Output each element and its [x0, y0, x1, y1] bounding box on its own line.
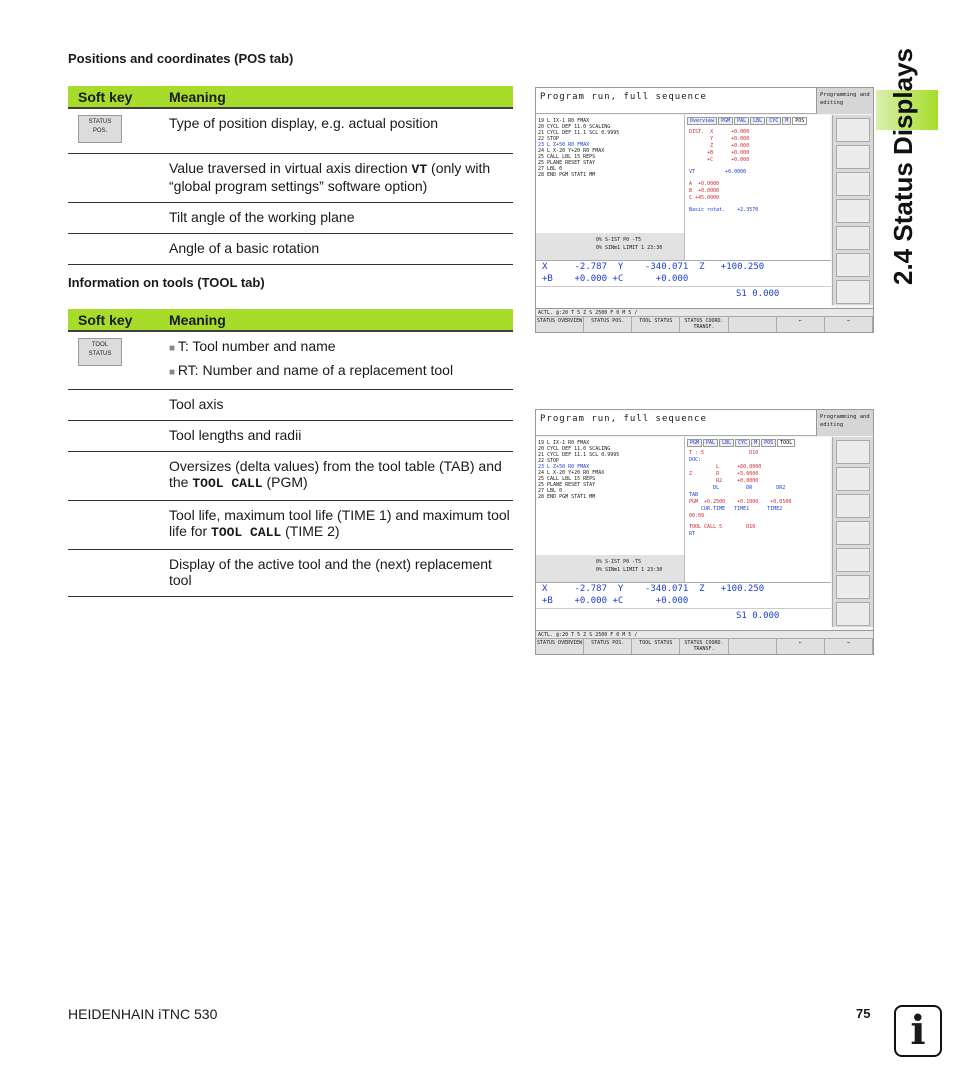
info-icon: i [894, 1005, 942, 1057]
meaning-cell: Angle of a basic rotation [169, 234, 513, 265]
tool-softkey-table [68, 309, 513, 597]
column-header-softkey: Soft key [68, 309, 169, 331]
tab-pos[interactable]: POS [761, 439, 776, 447]
softkey-tool-status[interactable]: TOOL STATUS [632, 638, 680, 655]
tab-lbl[interactable]: LBL [750, 117, 765, 125]
section-title-pos: Positions and coordinates (POS tab) [68, 51, 294, 66]
meaning-cell: Tilt angle of the working plane [169, 203, 513, 234]
tab-lbl[interactable]: LBL [719, 439, 734, 447]
softkey-prev-icon[interactable]: ⇐ [777, 638, 825, 655]
status-panel: Overview PGM PAL LBL CYC M POS DIST. X +0.000 Y +0.000 Z +0.000 +B +0.000 +C +0.000 VT +0.0000 A +0.0000 B +0.0000 C +45.0000 Basic rotat. +2.3570 [684, 115, 830, 260]
side-key[interactable] [836, 575, 870, 599]
spindle-status: 0% S-IST P0 -T5 0% SINm1 LIMIT 1 23:30 [536, 233, 684, 260]
chapter-title: 2.4 Status Displays [888, 48, 918, 285]
tab-m[interactable]: M [782, 117, 791, 125]
tab-pgm[interactable]: PGM [718, 117, 733, 125]
list-item: ■ T: Tool number and name [169, 338, 513, 357]
status-panel: PGM PAL LBL CYC M POS TOOL T : 5 D10 DOC: L +60.0000 Z R +5.0000 R2 +0.0000 DL DR DR2 TAB PGM +0.2500 +0.1000 +0.0500 CUR.TIME TIME1 TIME2 00:09 TOOL CALL 5 D10 RT [684, 437, 830, 582]
tab-cyc[interactable]: CYC [735, 439, 750, 447]
softkey-status-coord[interactable]: STATUS COORD. TRANSF. [680, 316, 728, 333]
side-softkeys [832, 437, 873, 627]
status-pos-softkey[interactable]: STATUS POS. [78, 115, 122, 143]
program-listing: 19 L IX-1 R0 FMAX 20 CYCL DEF 11.0 SCALING 21 CYCL DEF 11.1 SCL 0.9995 22 STOP 23 L Z+50 R0 FMAX 24 L X-20 Y+20 R0 FMAX 25 CALL LBL 15 REPS 25 PLANE RESET STAY 27 LBL 0 28 END PGM STAT1 MM [536, 115, 684, 233]
side-key[interactable] [836, 199, 870, 223]
meaning-cell: Tool life, maximum tool life (TIME 1) and maximum tool life for TOOL CALL (TIME 2) [169, 501, 513, 550]
footer-manual-name: HEIDENHAIN iTNC 530 [68, 1006, 218, 1022]
tab-tool[interactable]: TOOL [777, 439, 795, 447]
table-row [68, 452, 513, 501]
tab-pgm[interactable]: PGM [687, 439, 702, 447]
tab-cyc[interactable]: CYC [766, 117, 781, 125]
actual-line: ACTL. @:20 T 5 Z S 2500 F 0 M 5 / [536, 630, 873, 638]
meaning-cell: Type of position display, e.g. actual position [169, 108, 513, 154]
side-key[interactable] [836, 494, 870, 518]
section-title-tool: Information on tools (TOOL tab) [68, 275, 265, 290]
softkey-next-icon[interactable]: ⇒ [825, 638, 873, 655]
side-key[interactable] [836, 118, 870, 142]
actual-line: ACTL. @:20 T 5 Z S 2500 F 0 M 5 / [536, 308, 873, 316]
meaning-cell: Display of the active tool and the (next) replacement tool [169, 550, 513, 597]
position-display: X -2.787 Y -340.071 Z +100.250 +B +0.000 +C +0.000 [536, 260, 831, 286]
screenshot-pos-tab [535, 87, 874, 333]
softkey-next-icon[interactable]: ⇒ [825, 316, 873, 333]
softkey-row [536, 638, 873, 655]
spindle-speed: S1 0.000 [536, 608, 831, 630]
softkey-status-pos[interactable]: STATUS POS. [584, 638, 632, 655]
side-softkeys [832, 115, 873, 305]
softkey-prev-icon[interactable]: ⇐ [777, 316, 825, 333]
table-row [68, 501, 513, 550]
side-key[interactable] [836, 440, 870, 464]
side-key[interactable] [836, 226, 870, 250]
tool-status-softkey[interactable]: TOOL STATUS [78, 338, 122, 366]
side-key[interactable] [836, 253, 870, 277]
table-row [68, 331, 513, 390]
softkey-empty[interactable] [729, 316, 777, 333]
side-key[interactable] [836, 602, 870, 626]
second-mode: Programming and editing [816, 410, 873, 436]
side-key[interactable] [836, 467, 870, 491]
table-row [68, 550, 513, 597]
page-number: 75 [856, 1006, 871, 1021]
tab-overview[interactable]: Overview [687, 117, 717, 125]
softkey-status-overview[interactable]: STATUS OVERVIEW [536, 316, 584, 333]
program-listing: 19 L IX-1 R0 FMAX 20 CYCL DEF 11.0 SCALING 21 CYCL DEF 11.1 SCL 0.9995 22 STOP 23 L Z+50 R0 FMAX 24 L X-20 Y+20 R0 FMAX 25 CALL LBL 15 REPS 25 PLANE RESET STAY 27 LBL 0 28 END PGM STAT1 MM [536, 437, 684, 555]
screen-header: Program run, full sequence [536, 410, 816, 436]
side-key[interactable] [836, 280, 870, 304]
meaning-cell [169, 331, 513, 390]
tab-m[interactable]: M [751, 439, 760, 447]
side-key[interactable] [836, 548, 870, 572]
table-row [68, 203, 513, 234]
spindle-status: 0% S-IST P0 -T5 0% SINm1 LIMIT 1 23:30 [536, 555, 684, 582]
side-key[interactable] [836, 172, 870, 196]
screen-header: Program run, full sequence [536, 88, 816, 114]
meaning-cell: Tool lengths and radii [169, 421, 513, 452]
table-row [68, 421, 513, 452]
meaning-cell: Oversizes (delta values) from the tool table (TAB) and the TOOL CALL (PGM) [169, 452, 513, 501]
column-header-meaning: Meaning [169, 309, 513, 331]
list-item: ■ RT: Number and name of a replacement tool [169, 362, 513, 381]
column-header-softkey: Soft key [68, 86, 169, 108]
softkey-status-coord[interactable]: STATUS COORD. TRANSF. [680, 638, 728, 655]
screenshot-tool-tab [535, 409, 874, 655]
softkey-tool-status[interactable]: TOOL STATUS [632, 316, 680, 333]
meaning-cell: Value traversed in virtual axis direction VT (only with “global program settings” software option) [169, 154, 513, 203]
meaning-cell: Tool axis [169, 390, 513, 421]
pos-softkey-table [68, 86, 513, 265]
softkey-row [536, 316, 873, 333]
side-key[interactable] [836, 521, 870, 545]
spindle-speed: S1 0.000 [536, 286, 831, 308]
table-row [68, 154, 513, 203]
tab-pal[interactable]: PAL [734, 117, 749, 125]
second-mode: Programming and editing [816, 88, 873, 114]
side-key[interactable] [836, 145, 870, 169]
table-row [68, 390, 513, 421]
softkey-status-overview[interactable]: STATUS OVERVIEW [536, 638, 584, 655]
tab-pos[interactable]: POS [792, 117, 807, 125]
column-header-meaning: Meaning [169, 86, 513, 108]
softkey-status-pos[interactable]: STATUS POS. [584, 316, 632, 333]
table-row [68, 234, 513, 265]
table-row [68, 108, 513, 154]
softkey-empty[interactable] [729, 638, 777, 655]
tab-pal[interactable]: PAL [703, 439, 718, 447]
position-display: X -2.787 Y -340.071 Z +100.250 +B +0.000 +C +0.000 [536, 582, 831, 608]
